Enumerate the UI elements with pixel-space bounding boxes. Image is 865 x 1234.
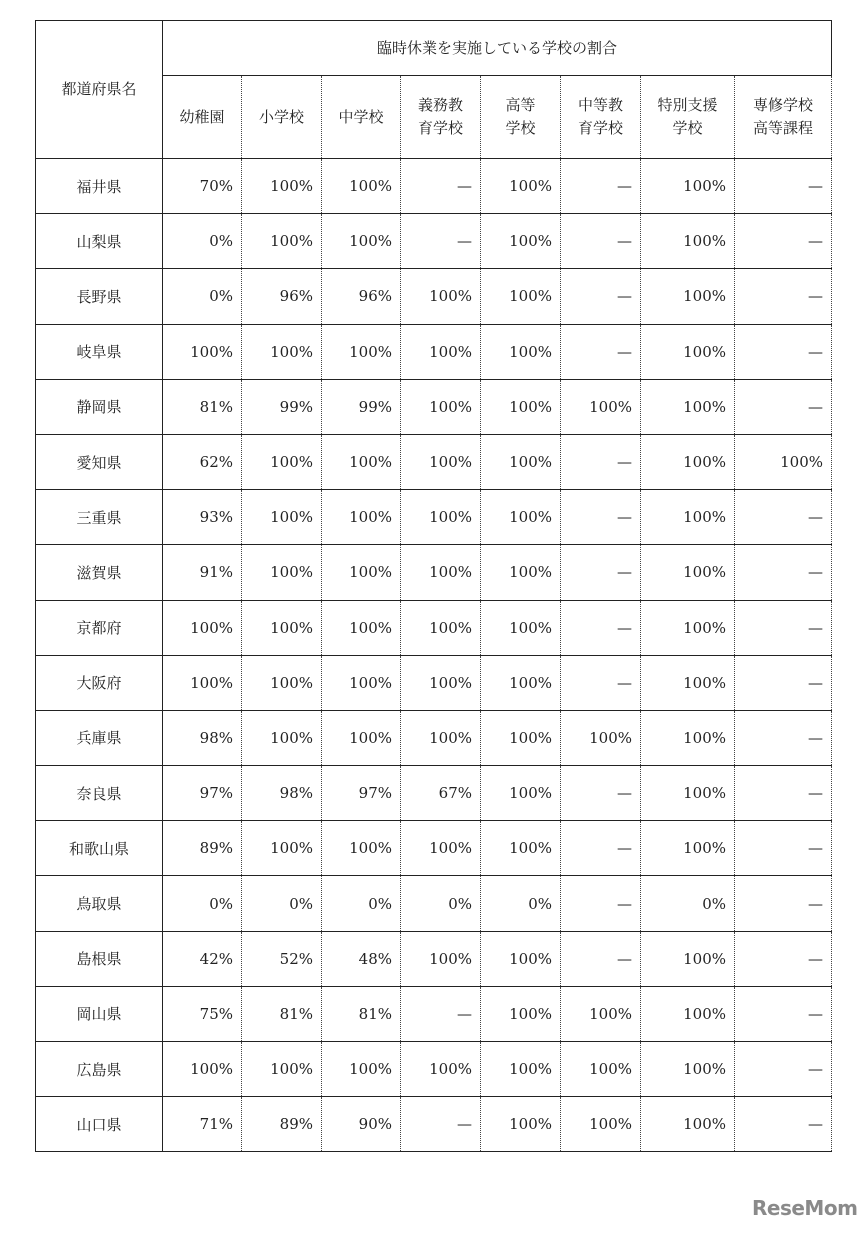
prefecture-name: 和歌山県: [36, 821, 163, 876]
table-row: [36, 490, 832, 545]
percentage-cell: 100%: [481, 766, 561, 821]
percentage-cell: —: [561, 434, 641, 489]
percentage-cell: 100%: [481, 710, 561, 765]
percentage-cell: 70%: [163, 159, 242, 214]
percentage-cell: 100%: [163, 324, 242, 379]
percentage-cell: 71%: [163, 1097, 242, 1152]
percentage-cell: 100%: [641, 710, 735, 765]
percentage-cell: —: [561, 600, 641, 655]
percentage-cell: 100%: [401, 655, 481, 710]
prefecture-header: 都道府県名: [36, 21, 163, 159]
percentage-cell: 100%: [242, 1042, 322, 1097]
prefecture-name: 大阪府: [36, 655, 163, 710]
percentage-cell: —: [735, 1097, 832, 1152]
percentage-cell: 100%: [641, 766, 735, 821]
percentage-cell: 100%: [735, 434, 832, 489]
percentage-cell: —: [735, 490, 832, 545]
table-row: [36, 214, 832, 269]
percentage-cell: 67%: [401, 766, 481, 821]
table-row: [36, 600, 832, 655]
percentage-cell: —: [561, 490, 641, 545]
percentage-cell: 100%: [401, 545, 481, 600]
percentage-cell: 96%: [242, 269, 322, 324]
table-row: [36, 324, 832, 379]
column-header: 小学校: [242, 76, 322, 159]
column-header: 中等教 育学校: [561, 76, 641, 159]
percentage-cell: 98%: [163, 710, 242, 765]
table-row: [36, 821, 832, 876]
table-row: [36, 655, 832, 710]
percentage-cell: 81%: [322, 986, 401, 1041]
percentage-cell: 0%: [163, 876, 242, 931]
percentage-cell: 100%: [401, 324, 481, 379]
percentage-cell: 100%: [322, 434, 401, 489]
percentage-cell: —: [735, 821, 832, 876]
percentage-cell: 97%: [322, 766, 401, 821]
percentage-cell: 100%: [481, 986, 561, 1041]
percentage-cell: 0%: [163, 214, 242, 269]
percentage-cell: 100%: [322, 214, 401, 269]
percentage-cell: 100%: [242, 434, 322, 489]
percentage-cell: 100%: [242, 600, 322, 655]
percentage-cell: 100%: [561, 379, 641, 434]
percentage-cell: 100%: [561, 986, 641, 1041]
table-row: [36, 1097, 832, 1152]
percentage-cell: —: [735, 655, 832, 710]
percentage-cell: —: [561, 931, 641, 986]
percentage-cell: 100%: [641, 600, 735, 655]
prefecture-name: 兵庫県: [36, 710, 163, 765]
table-row: [36, 766, 832, 821]
prefecture-name: 愛知県: [36, 434, 163, 489]
percentage-cell: 100%: [481, 1097, 561, 1152]
prefecture-name: 岡山県: [36, 986, 163, 1041]
percentage-cell: 100%: [641, 214, 735, 269]
percentage-cell: —: [735, 931, 832, 986]
percentage-cell: 100%: [242, 710, 322, 765]
percentage-cell: —: [735, 159, 832, 214]
percentage-cell: 91%: [163, 545, 242, 600]
percentage-cell: 100%: [481, 490, 561, 545]
percentage-cell: 100%: [401, 710, 481, 765]
percentage-cell: 100%: [242, 214, 322, 269]
percentage-cell: 100%: [242, 159, 322, 214]
school-closure-table: [35, 20, 832, 1152]
percentage-cell: —: [735, 986, 832, 1041]
table-row: [36, 545, 832, 600]
percentage-cell: —: [561, 766, 641, 821]
percentage-cell: 100%: [401, 434, 481, 489]
table-row: [36, 269, 832, 324]
percentage-cell: 100%: [481, 159, 561, 214]
percentage-cell: 75%: [163, 986, 242, 1041]
percentage-cell: 100%: [641, 379, 735, 434]
percentage-cell: 100%: [401, 1042, 481, 1097]
percentage-cell: —: [561, 655, 641, 710]
column-header: 義務教 育学校: [401, 76, 481, 159]
percentage-cell: 100%: [481, 269, 561, 324]
percentage-cell: 100%: [322, 1042, 401, 1097]
percentage-cell: 100%: [401, 269, 481, 324]
percentage-cell: 100%: [163, 655, 242, 710]
percentage-cell: —: [735, 269, 832, 324]
percentage-cell: —: [735, 1042, 832, 1097]
percentage-cell: 52%: [242, 931, 322, 986]
table-row: [36, 986, 832, 1041]
percentage-cell: 100%: [641, 269, 735, 324]
percentage-cell: 100%: [242, 324, 322, 379]
percentage-cell: 100%: [242, 655, 322, 710]
percentage-cell: 100%: [641, 324, 735, 379]
prefecture-name: 鳥取県: [36, 876, 163, 931]
table-row: [36, 159, 832, 214]
percentage-cell: 0%: [641, 876, 735, 931]
percentage-cell: 100%: [641, 434, 735, 489]
percentage-cell: 0%: [481, 876, 561, 931]
percentage-cell: 0%: [163, 269, 242, 324]
prefecture-name: 奈良県: [36, 766, 163, 821]
percentage-cell: —: [735, 214, 832, 269]
percentage-cell: 100%: [561, 710, 641, 765]
percentage-cell: —: [561, 545, 641, 600]
percentage-cell: 100%: [641, 1097, 735, 1152]
percentage-cell: —: [735, 876, 832, 931]
table-row: [36, 876, 832, 931]
percentage-cell: 100%: [401, 821, 481, 876]
percentage-cell: 0%: [242, 876, 322, 931]
percentage-cell: 100%: [481, 1042, 561, 1097]
percentage-cell: —: [561, 821, 641, 876]
prefecture-name: 長野県: [36, 269, 163, 324]
percentage-cell: —: [401, 159, 481, 214]
percentage-cell: 96%: [322, 269, 401, 324]
percentage-cell: —: [561, 214, 641, 269]
percentage-cell: 100%: [242, 490, 322, 545]
percentage-cell: 100%: [481, 931, 561, 986]
percentage-cell: 100%: [163, 1042, 242, 1097]
percentage-cell: 100%: [481, 545, 561, 600]
table-row: [36, 434, 832, 489]
percentage-cell: 100%: [481, 434, 561, 489]
table-row: [36, 379, 832, 434]
percentage-cell: 100%: [561, 1097, 641, 1152]
column-header: 特別支援 学校: [641, 76, 735, 159]
prefecture-name: 福井県: [36, 159, 163, 214]
prefecture-name: 山口県: [36, 1097, 163, 1152]
percentage-cell: —: [561, 876, 641, 931]
percentage-cell: 100%: [242, 821, 322, 876]
percentage-cell: —: [735, 766, 832, 821]
percentage-cell: 93%: [163, 490, 242, 545]
percentage-cell: 100%: [481, 324, 561, 379]
percentage-cell: —: [401, 1097, 481, 1152]
percentage-cell: —: [735, 600, 832, 655]
column-header: 高等 学校: [481, 76, 561, 159]
percentage-cell: 62%: [163, 434, 242, 489]
percentage-cell: 100%: [163, 600, 242, 655]
percentage-cell: 100%: [641, 1042, 735, 1097]
prefecture-name: 島根県: [36, 931, 163, 986]
prefecture-name: 岐阜県: [36, 324, 163, 379]
percentage-cell: 100%: [481, 379, 561, 434]
column-header: 幼稚園: [163, 76, 242, 159]
percentage-cell: 100%: [401, 600, 481, 655]
percentage-cell: 100%: [401, 931, 481, 986]
percentage-cell: 42%: [163, 931, 242, 986]
percentage-cell: 89%: [242, 1097, 322, 1152]
percentage-cell: 99%: [242, 379, 322, 434]
percentage-cell: 90%: [322, 1097, 401, 1152]
percentage-cell: 100%: [481, 600, 561, 655]
percentage-cell: 100%: [242, 545, 322, 600]
percentage-cell: 89%: [163, 821, 242, 876]
percentage-cell: 100%: [401, 490, 481, 545]
percentage-cell: 100%: [641, 159, 735, 214]
percentage-cell: 81%: [163, 379, 242, 434]
percentage-cell: 100%: [322, 655, 401, 710]
percentage-cell: 100%: [322, 324, 401, 379]
prefecture-name: 静岡県: [36, 379, 163, 434]
percentage-cell: 100%: [641, 545, 735, 600]
percentage-cell: 100%: [322, 490, 401, 545]
column-header: 専修学校 高等課程: [735, 76, 832, 159]
percentage-cell: 100%: [641, 986, 735, 1041]
percentage-cell: —: [735, 324, 832, 379]
percentage-cell: 97%: [163, 766, 242, 821]
percentage-cell: 48%: [322, 931, 401, 986]
percentage-cell: 100%: [401, 379, 481, 434]
table-row: [36, 1042, 832, 1097]
prefecture-name: 三重県: [36, 490, 163, 545]
percentage-cell: 100%: [641, 821, 735, 876]
percentage-cell: 100%: [322, 159, 401, 214]
prefecture-name: 滋賀県: [36, 545, 163, 600]
percentage-cell: 100%: [641, 490, 735, 545]
percentage-cell: 100%: [481, 214, 561, 269]
column-header: 中学校: [322, 76, 401, 159]
percentage-cell: —: [735, 379, 832, 434]
prefecture-name: 山梨県: [36, 214, 163, 269]
percentage-cell: 100%: [641, 931, 735, 986]
percentage-cell: —: [735, 545, 832, 600]
resemom-logo: ReseMom: [752, 1196, 858, 1220]
prefecture-name: 広島県: [36, 1042, 163, 1097]
percentage-cell: 100%: [481, 655, 561, 710]
percentage-cell: 100%: [322, 821, 401, 876]
prefecture-name: 京都府: [36, 600, 163, 655]
percentage-cell: —: [401, 214, 481, 269]
percentage-cell: 81%: [242, 986, 322, 1041]
percentage-cell: 0%: [322, 876, 401, 931]
percentage-cell: 99%: [322, 379, 401, 434]
percentage-cell: 100%: [641, 655, 735, 710]
table-row: [36, 931, 832, 986]
percentage-cell: —: [561, 269, 641, 324]
group-title-header: 臨時休業を実施している学校の割合: [163, 21, 832, 76]
percentage-cell: —: [401, 986, 481, 1041]
percentage-cell: —: [561, 159, 641, 214]
percentage-cell: 100%: [322, 710, 401, 765]
percentage-cell: 98%: [242, 766, 322, 821]
percentage-cell: —: [735, 710, 832, 765]
percentage-cell: —: [561, 324, 641, 379]
percentage-cell: 100%: [322, 600, 401, 655]
percentage-cell: 100%: [561, 1042, 641, 1097]
table-row: [36, 710, 832, 765]
percentage-cell: 0%: [401, 876, 481, 931]
percentage-cell: 100%: [481, 821, 561, 876]
percentage-cell: 100%: [322, 545, 401, 600]
